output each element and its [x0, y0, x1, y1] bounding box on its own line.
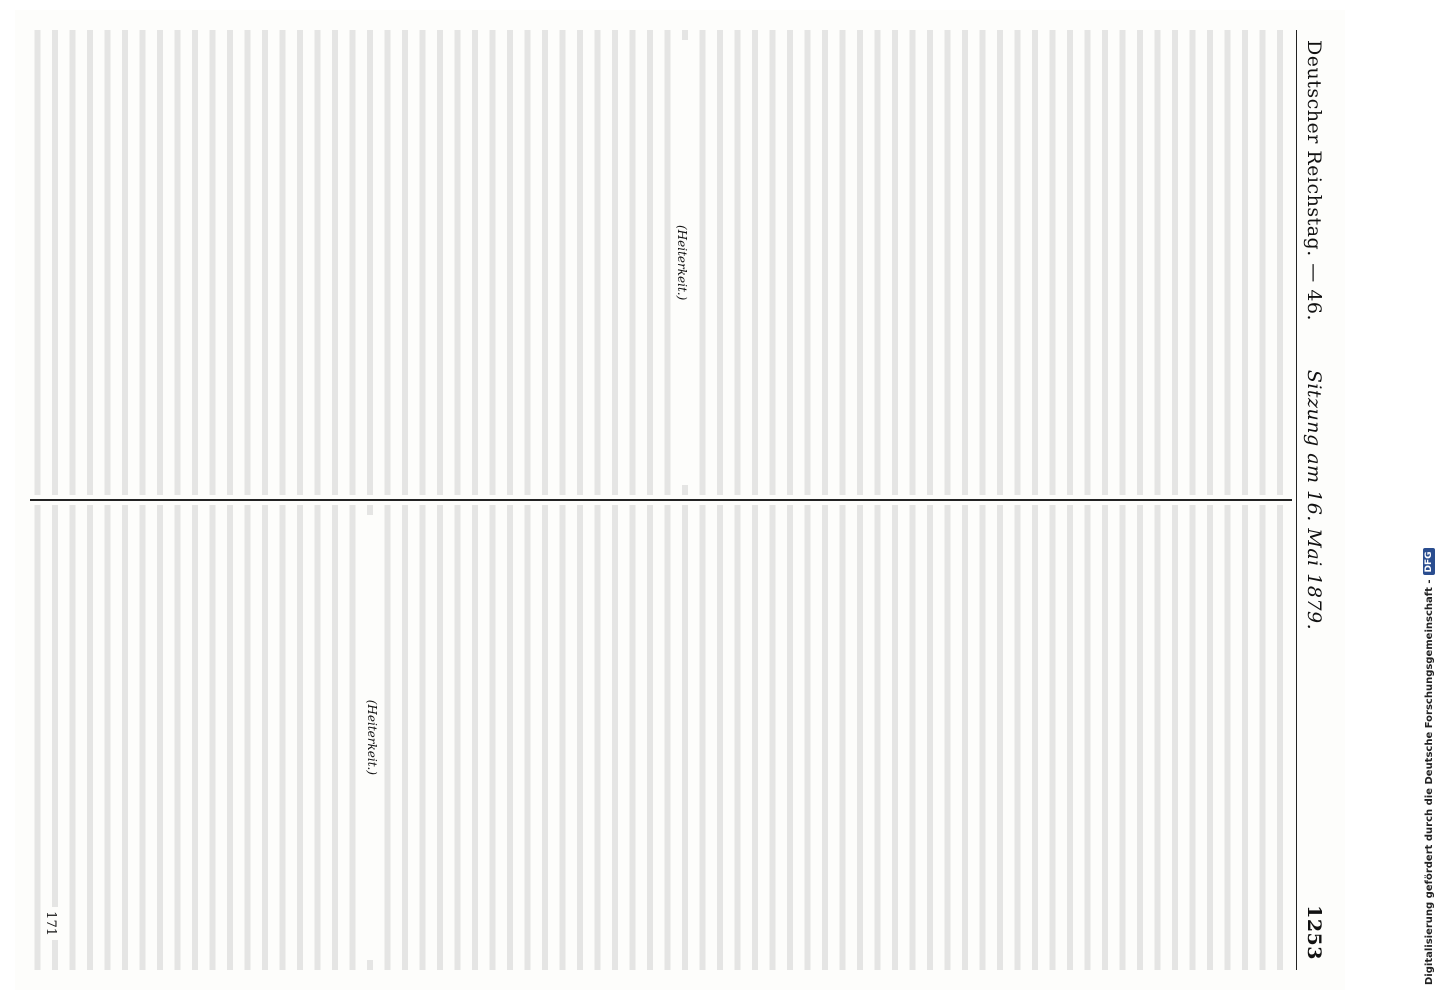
digitization-watermark — [1423, 548, 1435, 985]
column-left-marker: (Heiterkeit.) — [673, 40, 691, 485]
column-divider — [30, 499, 1292, 501]
column-left-body-top — [696, 40, 1286, 485]
page-number: 1253 — [1303, 905, 1325, 960]
text-columns — [30, 30, 1292, 970]
column-right-marker: (Heiterkeit.) — [363, 515, 381, 960]
column-right-body-top — [386, 515, 1286, 960]
watermark-text: Digitalisierung gefördert durch die Deutsche Forschungsgemeinschaft - — [1423, 579, 1435, 985]
running-header — [1296, 30, 1331, 970]
sheet-number: 171 — [42, 907, 60, 940]
scanned-page — [15, 10, 1345, 990]
header-center: Sitzung am 16. Mai 1879. — [1303, 369, 1325, 631]
column-right — [30, 505, 1292, 970]
header-left: Deutscher Reichstag. — 46. — [1303, 40, 1325, 322]
dfg-logo: DFG — [1423, 548, 1435, 575]
column-left — [30, 30, 1292, 495]
